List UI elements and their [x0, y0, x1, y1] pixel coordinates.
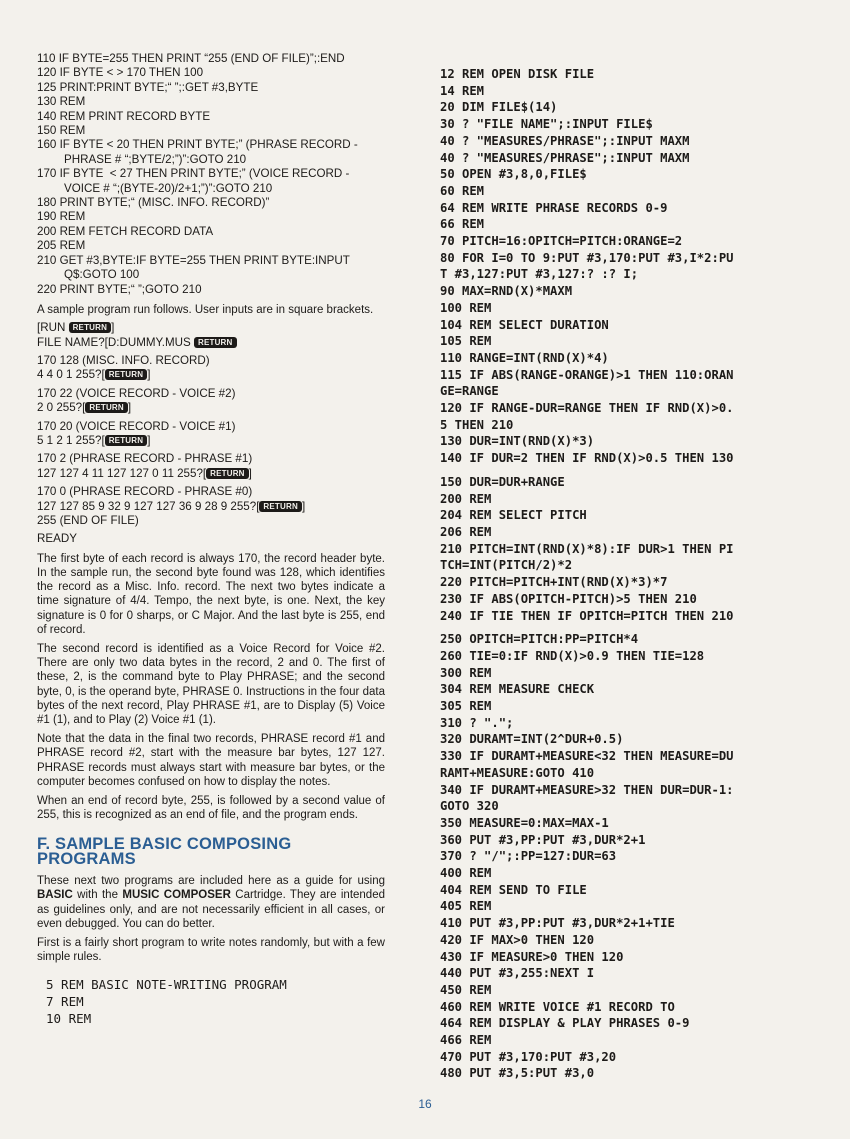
code-block: [440, 66, 832, 467]
code-line: 430 IF MEASURE>0 THEN 120: [440, 949, 624, 964]
code-line: 220 PITCH=PITCH+INT(RND(X)*3)*7: [440, 575, 668, 590]
para-text: These next two programs are included here as a guide for using: [37, 875, 385, 888]
listing-block: [37, 52, 385, 297]
body-paragraph: Note that the data in the final two records, PHRASE record #1 and PHRASE record #2, start with the measure bar bytes, 127 127. PHRASE records must always start with measure bar bytes, or the computer becomes confused on how to display the notes.: [37, 733, 385, 788]
code-line: 5 REM BASIC NOTE-WRITING PROGRAM: [46, 977, 287, 993]
run-text: 4 4 0 1 255?[: [37, 368, 105, 382]
code-line: 5 THEN 210: [440, 417, 514, 432]
code-line: 206 REM: [440, 524, 492, 539]
code-line: 340 IF DURAMT+MEASURE>32 THEN DUR=DUR-1:: [440, 782, 734, 797]
page-number: 16: [418, 1097, 432, 1111]
run-text: ]: [111, 321, 115, 335]
composing-paragraph: [37, 874, 385, 931]
run-line: READY: [37, 532, 77, 546]
code-line: 70 PITCH=16:OPITCH=PITCH:ORANGE=2: [440, 234, 683, 249]
return-key-icon: RETURN: [69, 322, 112, 333]
code-line: 66 REM: [440, 217, 485, 232]
code-line: 466 REM: [440, 1033, 492, 1048]
run-text: 2 0 255?[: [37, 401, 86, 415]
code-line: 230 IF ABS(OPITCH-PITCH)>5 THEN 210: [440, 591, 697, 606]
code-line: 310 ? ".";: [440, 715, 514, 730]
code-line: 200 REM: [440, 491, 492, 506]
para-text: with the: [72, 889, 123, 902]
run-text: ]: [147, 433, 151, 447]
return-key-icon: RETURN: [194, 337, 237, 348]
code-line: 130 DUR=INT(RND(X)*3): [440, 434, 595, 449]
code-block: [440, 631, 832, 1082]
left-column: [37, 52, 385, 1027]
code-line: 7 REM: [46, 994, 84, 1010]
code-line: 104 REM SELECT DURATION: [440, 317, 609, 332]
code-line: 470 PUT #3,170:PUT #3,20: [440, 1049, 617, 1064]
code-line: 320 DURAMT=INT(2^DUR+0.5): [440, 732, 624, 747]
code-line: 40 ? "MEASURES/PHRASE";:INPUT MAXM: [440, 133, 690, 148]
run-line: 170 2 (PHRASE RECORD - PHRASE #1): [37, 452, 253, 466]
code-line: 360 PUT #3,PP:PUT #3,DUR*2+1: [440, 832, 646, 847]
code-line: 250 OPITCH=PITCH:PP=PITCH*4: [440, 632, 639, 647]
body-paragraph: The second record is identified as a Voice Record for Voice #2. There are only two data bytes in the record, 2 and 0. The first of these, 2, is the command byte to Play PHRASE; and the second byte, 0, is the operand byte, PHRASE 0. Instructions in the four data bytes of the next record, Play PHRASE #1, are to Display (5) Voice #1 (1), and to Play (2) Voice #1 (1).: [37, 643, 385, 727]
code-line: 400 REM: [440, 866, 492, 881]
code-line: 460 REM WRITE VOICE #1 RECORD TO: [440, 999, 675, 1014]
section-heading: F. SAMPLE BASIC COMPOSING PROGRAMS: [37, 835, 292, 868]
run-text: [RUN: [37, 321, 69, 335]
code-line: 12 REM OPEN DISK FILE: [440, 67, 595, 81]
run-line: 255 (END OF FILE): [37, 513, 139, 527]
run-text: 127 127 4 11 127 127 0 11 255?[: [37, 466, 207, 480]
run-text: ]: [127, 401, 132, 415]
code-block: [440, 474, 832, 624]
code-line: T #3,127:PUT #3,127:? :? I;: [440, 267, 639, 282]
code-line: 14 REM: [440, 83, 485, 98]
listing-line: 180 PRINT BYTE;“ (MISC. INFO. RECORD)”: [37, 196, 270, 210]
para-bold-text: MUSIC COMPOSER: [122, 889, 231, 902]
code-line: 330 IF DURAMT+MEASURE<32 THEN MEASURE=DU: [440, 749, 734, 764]
code-line: 150 DUR=DUR+RANGE: [440, 474, 565, 489]
run-line: [37, 368, 385, 382]
code-line: 60 REM: [440, 183, 485, 198]
code-line: 410 PUT #3,PP:PUT #3,DUR*2+1+TIE: [440, 916, 675, 931]
code-line: GOTO 320: [440, 799, 499, 814]
code-line: 115 IF ABS(RANGE-ORANGE)>1 THEN 110:ORAN: [440, 367, 734, 382]
code-line: 80 FOR I=0 TO 9:PUT #3,170:PUT #3,I*2:PU: [440, 250, 734, 265]
code-line: GE=RANGE: [440, 384, 499, 399]
code-line: 350 MEASURE=0:MAX=MAX-1: [440, 815, 609, 830]
body-paragraph: First is a fairly short program to write notes randomly, but with a few simple rules.: [37, 937, 385, 964]
run-line: 170 22 (VOICE RECORD - VOICE #2): [37, 386, 236, 400]
listing-line: 130 REM: [37, 95, 86, 109]
listing-line: 125 PRINT:PRINT BYTE;“ ”;:GET #3,BYTE: [37, 80, 259, 94]
run-text: ]: [147, 368, 151, 382]
run-text: FILE NAME?[D:DUMMY.MUS: [37, 335, 194, 349]
code-line: 304 REM MEASURE CHECK: [440, 682, 595, 697]
program-listing-start: [37, 976, 385, 1027]
code-line: TCH=INT(PITCH/2)*2: [440, 558, 573, 573]
listing-line: 220 PRINT BYTE;“ ”;GOTO 210: [37, 282, 202, 296]
code-line: 404 REM SEND TO FILE: [440, 882, 587, 897]
code-line: 30 ? "FILE NAME";:INPUT FILE$: [440, 117, 653, 132]
body-paragraph: The first byte of each record is always 170, the record header byte. In the sample run, the second byte found was 128, which identifies the record as a Misc. Info. record. The next two bytes indicate a time signature of 4/4. Tempo, the next byte, is one. Next, the key signature is 0 for 0 sharps, or C Major. And the last byte is 255, end of record.: [37, 552, 385, 636]
code-line: 204 REM SELECT PITCH: [440, 508, 587, 523]
run-line: [37, 336, 385, 350]
listing-line: 120 IF BYTE < > 170 THEN 100: [37, 66, 204, 80]
code-line: 10 REM: [46, 1011, 92, 1027]
code-line: 110 RANGE=INT(RND(X)*4): [440, 350, 609, 365]
code-line: 370 ? "/";:PP=127:DUR=63: [440, 849, 617, 864]
intro-paragraph: A sample program run follows. User inputs are in square brackets.: [37, 303, 374, 316]
code-line: 440 PUT #3,255:NEXT I: [440, 966, 595, 981]
run-line: 170 128 (MISC. INFO. RECORD): [37, 353, 210, 367]
code-line: 305 REM: [440, 699, 492, 714]
code-line: 260 TIE=0:IF RND(X)>0.9 THEN TIE=128: [440, 648, 705, 663]
return-key-icon: RETURN: [259, 501, 302, 512]
listing-line: 205 REM: [37, 239, 86, 253]
listing-line: 140 REM PRINT RECORD BYTE: [37, 109, 211, 123]
para-bold-text: BASIC: [37, 889, 73, 902]
code-line: 64 REM WRITE PHRASE RECORDS 0-9: [440, 200, 668, 215]
run-text: 127 127 85 9 32 9 127 127 36 9 28 9 255?[: [37, 499, 260, 513]
code-line: 450 REM: [440, 982, 492, 997]
run-line: [37, 500, 385, 514]
code-line: 464 REM DISPLAY & PLAY PHRASES 0-9: [440, 1016, 690, 1031]
listing-line: 200 REM FETCH RECORD DATA: [37, 224, 214, 238]
return-key-icon: RETURN: [206, 468, 249, 479]
run-line: [37, 467, 385, 481]
para-text: Cartridge. They are intended as guidelines only, and are not necessarily efficient in all cases, or even debugged. You can do better.: [37, 889, 385, 930]
run-line: 170 20 (VOICE RECORD - VOICE #1): [37, 419, 236, 433]
listing-line: 210 GET #3,BYTE:IF BYTE=255 THEN PRINT BYTE:INPUT Q$:GOTO 100: [37, 253, 353, 282]
run-text: ]: [248, 466, 252, 480]
code-line: 405 REM: [440, 899, 492, 914]
code-line: 240 IF TIE THEN IF OPITCH=PITCH THEN 210: [440, 608, 734, 623]
code-line: 120 IF RANGE-DUR=RANGE THEN IF RND(X)>0.: [440, 401, 734, 416]
return-key-icon: RETURN: [105, 435, 148, 446]
run-line: [37, 321, 385, 335]
code-line: 210 PITCH=INT(RND(X)*8):IF DUR>1 THEN PI: [440, 541, 734, 556]
code-line: 420 IF MAX>0 THEN 120: [440, 932, 595, 947]
run-text: ]: [301, 499, 306, 513]
code-line: 40 ? "MEASURES/PHRASE";:INPUT MAXM: [440, 150, 690, 165]
code-line: RAMT+MEASURE:GOTO 410: [440, 765, 595, 780]
return-key-icon: RETURN: [105, 369, 148, 380]
code-line: 100 REM: [440, 300, 492, 315]
code-line: 50 OPEN #3,8,0,FILE$: [440, 167, 587, 182]
body-paragraph: When an end of record byte, 255, is followed by a second value of 255, this is recognized as an end of file, and the program ends.: [37, 795, 385, 822]
code-line: 20 DIM FILE$(14): [440, 100, 558, 115]
listing-line: 150 REM: [37, 124, 86, 138]
run-text: 5 1 2 1 255?[: [37, 433, 105, 447]
return-key-icon: RETURN: [85, 402, 128, 413]
code-line: 90 MAX=RND(X)*MAXM: [440, 284, 573, 299]
code-line: 480 PUT #3,5:PUT #3,0: [440, 1066, 595, 1081]
run-line: [37, 434, 385, 448]
listing-line: 110 IF BYTE=255 THEN PRINT “255 (END OF FILE)”;:END: [37, 52, 345, 65]
code-line: 300 REM: [440, 665, 492, 680]
run-line: [37, 401, 385, 415]
code-line: 140 IF DUR=2 THEN IF RND(X)>0.5 THEN 130: [440, 451, 734, 466]
sample-run: [37, 321, 385, 547]
listing-line: 160 IF BYTE < 20 THEN PRINT BYTE;” (PHRASE RECORD - PHRASE # “;BYTE/2;”)”:GOTO 210: [37, 138, 361, 166]
listing-line: 170 IF BYTE < 27 THEN PRINT BYTE;” (VOICE RECORD - VOICE # “;(BYTE-20)/2+1;”)”:GOTO 210: [37, 167, 353, 195]
code-line: 105 REM: [440, 334, 492, 349]
listing-line: 190 REM: [37, 210, 86, 224]
right-column-listing: [440, 66, 832, 1082]
run-line: 170 0 (PHRASE RECORD - PHRASE #0): [37, 485, 253, 499]
